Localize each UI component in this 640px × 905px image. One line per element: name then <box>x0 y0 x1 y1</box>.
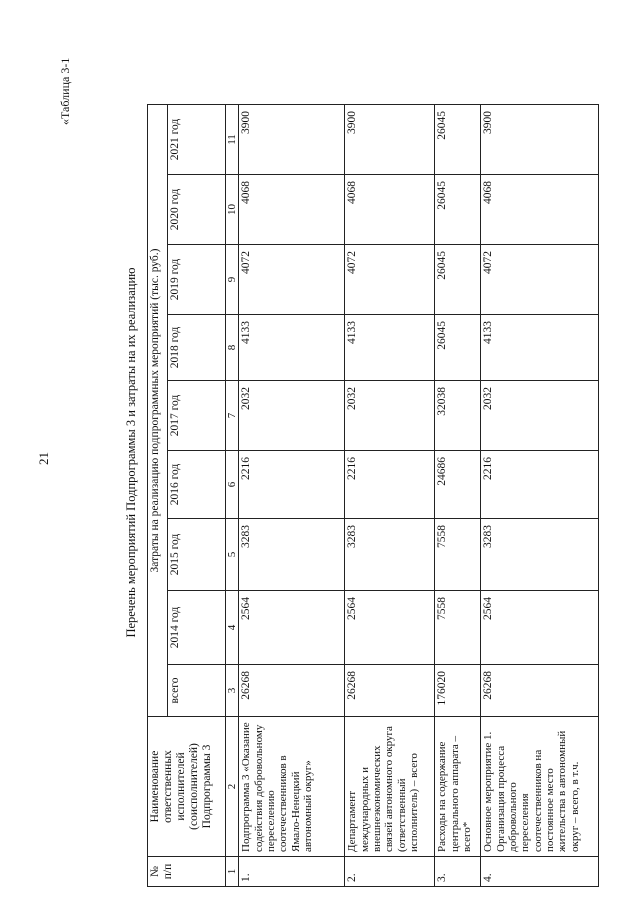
header-year: 2021 год <box>168 105 226 175</box>
row-year-value: 4072 <box>345 245 435 315</box>
row-number: 2. <box>345 857 435 887</box>
table-row <box>239 105 345 887</box>
row-number: 1. <box>239 857 345 887</box>
column-number: 2 <box>226 717 239 857</box>
row-total: 26268 <box>239 665 345 717</box>
header-year: 2015 год <box>168 519 226 591</box>
column-number: 6 <box>226 451 239 519</box>
row-name: Департамент международных и внешнеэкономических связей автономного округа (ответственный исполнитель) – всего <box>345 717 435 857</box>
row-year-value: 2216 <box>481 451 599 519</box>
column-number: 11 <box>226 105 239 175</box>
costs-table <box>147 104 599 887</box>
column-number: 8 <box>226 315 239 381</box>
row-year-value: 4133 <box>345 315 435 381</box>
row-year-value: 4133 <box>239 315 345 381</box>
header-year: 2016 год <box>168 451 226 519</box>
row-year-value: 26045 <box>435 175 481 245</box>
row-name: Подпрограмма 3 «Оказание содействия добровольному переселению соотечественников в Ямало-Ненецкий автономный округ» <box>239 717 345 857</box>
table-row <box>345 105 435 887</box>
row-name: Основное мероприятие 1. Организация процесса добровольного переселения соотечественников на постоянное место жительства в автономный округ – всего, в т.ч. <box>481 717 599 857</box>
header-costs-group: Затраты на реализацию подпрограммных мероприятий (тыс. руб.) <box>148 105 168 717</box>
row-year-value: 2032 <box>345 381 435 451</box>
header-number: № п/п <box>148 857 226 887</box>
column-number: 7 <box>226 381 239 451</box>
header-year: 2017 год <box>168 381 226 451</box>
row-year-value: 4133 <box>481 315 599 381</box>
row-year-value: 26045 <box>435 315 481 381</box>
table-caption: «Таблица 3-1 <box>58 57 72 125</box>
row-year-value: 26045 <box>435 245 481 315</box>
row-year-value: 2564 <box>239 591 345 665</box>
row-year-value: 4072 <box>239 245 345 315</box>
row-year-value: 4068 <box>481 175 599 245</box>
row-year-value: 3283 <box>345 519 435 591</box>
column-number: 4 <box>226 591 239 665</box>
row-year-value: 2564 <box>481 591 599 665</box>
row-year-value: 4072 <box>481 245 599 315</box>
header-year: 2020 год <box>168 175 226 245</box>
row-year-value: 26045 <box>435 105 481 175</box>
row-name: Расходы на содержание центрального аппарата – всего* <box>435 717 481 857</box>
row-year-value: 4068 <box>239 175 345 245</box>
column-number: 10 <box>226 175 239 245</box>
row-year-value: 24686 <box>435 451 481 519</box>
row-year-value: 2032 <box>481 381 599 451</box>
column-number: 5 <box>226 519 239 591</box>
row-year-value: 2032 <box>239 381 345 451</box>
row-year-value: 3283 <box>239 519 345 591</box>
header-year: 2018 год <box>168 315 226 381</box>
row-year-value: 3900 <box>345 105 435 175</box>
row-total: 176020 <box>435 665 481 717</box>
row-number: 4. <box>481 857 599 887</box>
row-year-value: 7558 <box>435 519 481 591</box>
header-total: всего <box>168 665 226 717</box>
row-year-value: 32038 <box>435 381 481 451</box>
header-year: 2019 год <box>168 245 226 315</box>
header-name: Наименование ответственных исполнителей (соисполнителей) Подпрограммы 3 <box>148 717 226 857</box>
page-number: 21 <box>36 452 51 465</box>
row-total: 26268 <box>481 665 599 717</box>
row-year-value: 4068 <box>345 175 435 245</box>
row-year-value: 3283 <box>481 519 599 591</box>
document-title: Перечень мероприятий Подпрограммы 3 и затраты на их реализацию <box>124 267 138 638</box>
header-year: 2014 год <box>168 591 226 665</box>
table-row <box>435 105 481 887</box>
column-number: 1 <box>226 857 239 887</box>
column-number: 9 <box>226 245 239 315</box>
row-year-value: 3900 <box>481 105 599 175</box>
row-year-value: 3900 <box>239 105 345 175</box>
table-row <box>481 105 599 887</box>
row-year-value: 2216 <box>345 451 435 519</box>
row-year-value: 2216 <box>239 451 345 519</box>
row-year-value: 2564 <box>345 591 435 665</box>
row-year-value: 7558 <box>435 591 481 665</box>
row-total: 26268 <box>345 665 435 717</box>
column-number: 3 <box>226 665 239 717</box>
row-number: 3. <box>435 857 481 887</box>
